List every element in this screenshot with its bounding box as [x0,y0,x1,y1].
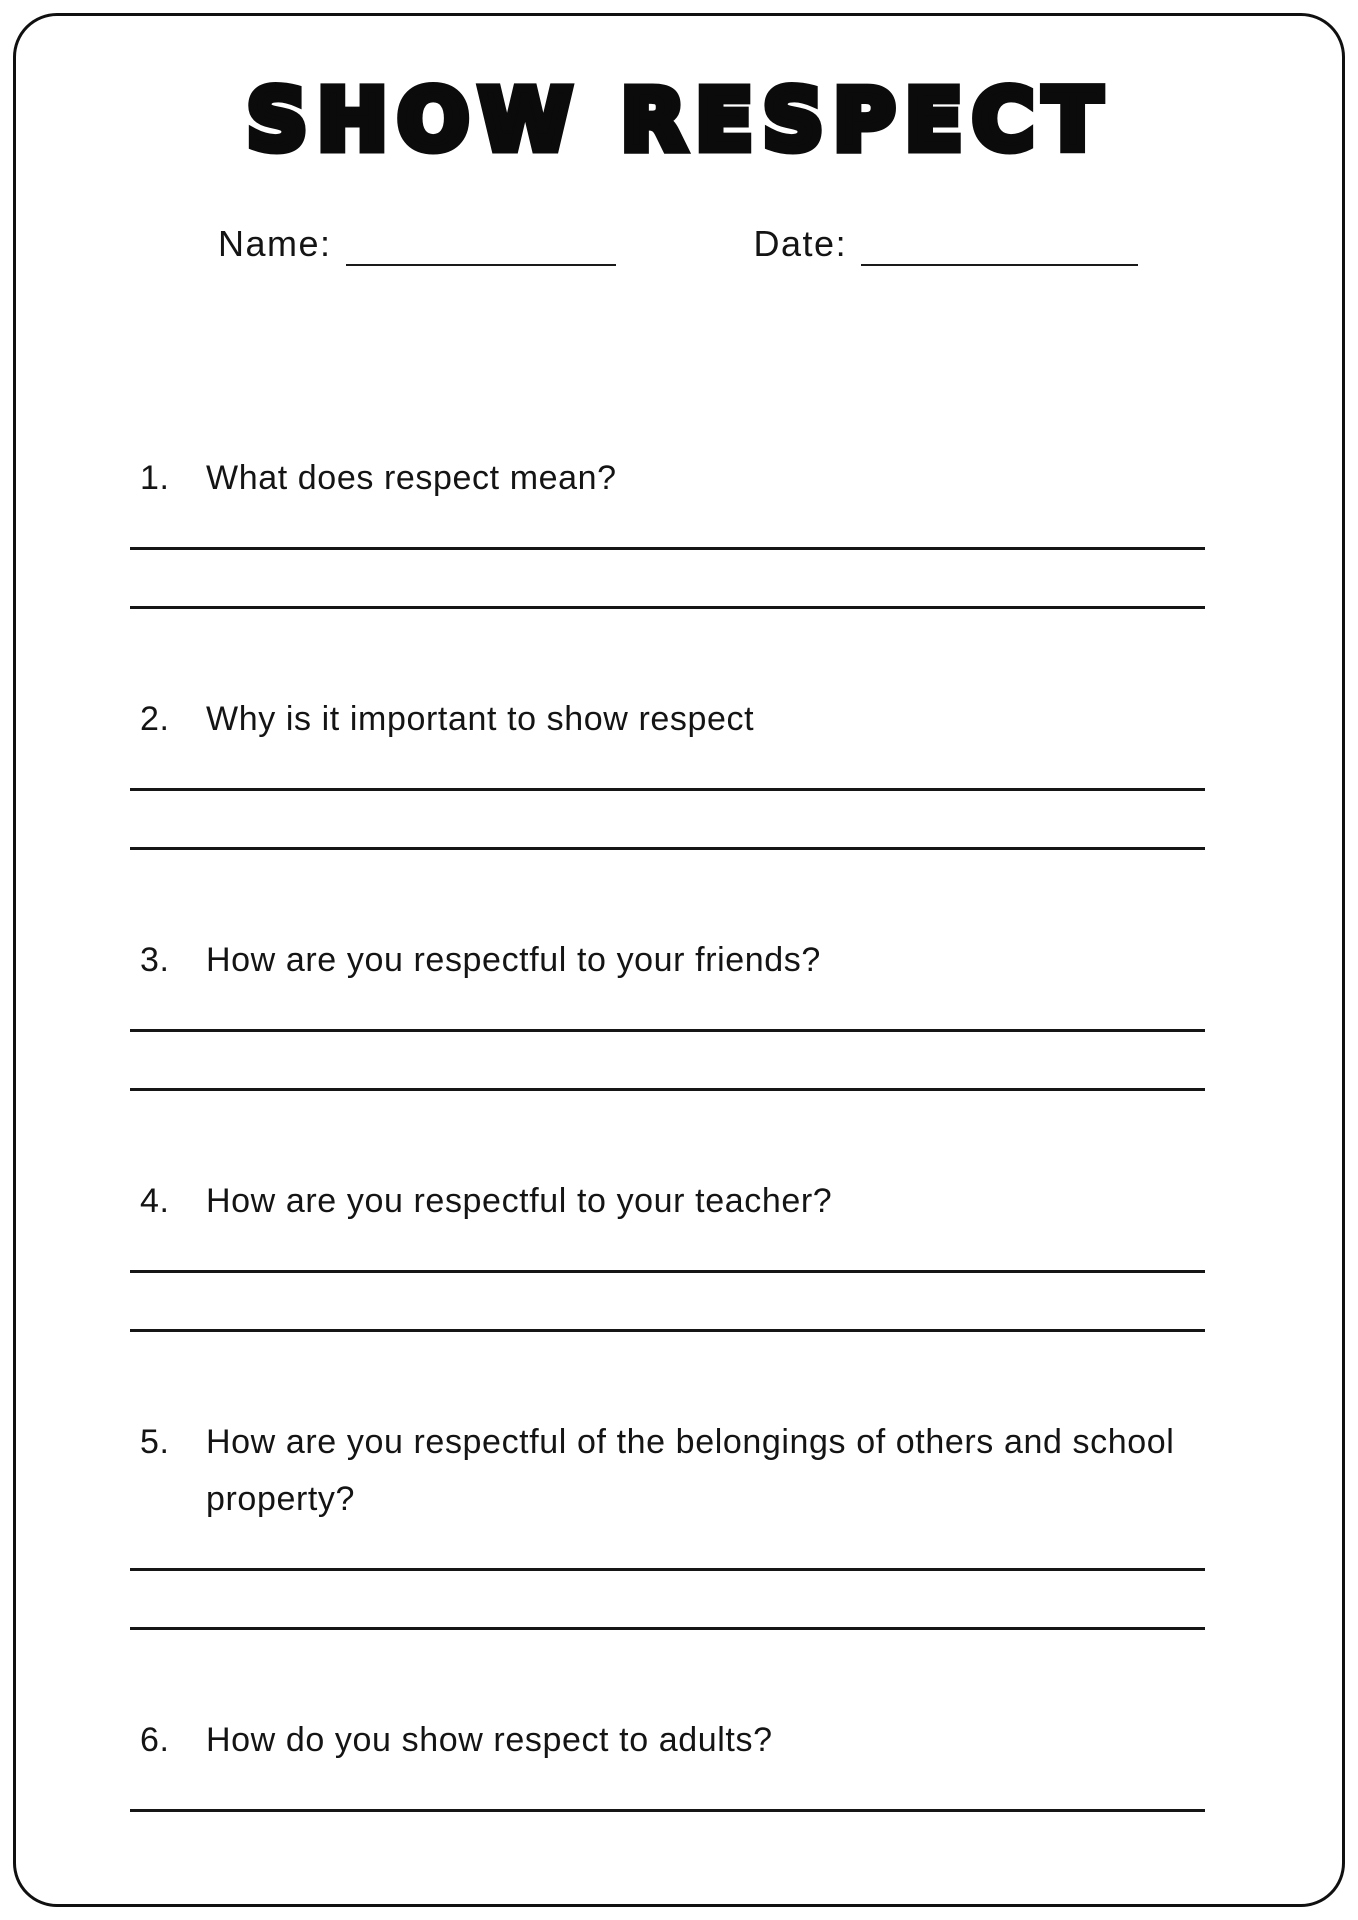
question-1 [130,450,1358,609]
date-blank-line [861,224,1138,266]
question-5-answer-line-2 [130,1627,1205,1630]
question-6-answer-line-1 [130,1809,1205,1812]
question-6-text: How do you show respect to adults? [206,1721,773,1759]
question-2 [130,691,1358,850]
question-1-answer-line-2 [130,606,1205,609]
name-date-row [218,222,1358,266]
question-1-row [140,450,1358,507]
question-5-answer-line-1 [130,1568,1205,1571]
question-5-row [140,1414,1358,1528]
worksheet-title: SHOW RESPECT [246,71,1112,169]
question-5-number: 5. [140,1423,170,1461]
question-6-row [140,1712,1358,1769]
question-2-row [140,691,1358,748]
name-label: Name: [218,223,332,264]
question-1-answer-line-1 [130,547,1205,550]
question-3-number: 3. [140,941,170,979]
question-6 [130,1712,1358,1812]
question-4 [130,1173,1358,1332]
question-4-text: How are you respectful to your teacher? [206,1182,833,1220]
question-2-answer-line-2 [130,847,1205,850]
question-4-number: 4. [140,1182,170,1220]
question-4-answer-line-2 [130,1329,1205,1332]
question-3 [130,932,1358,1091]
question-3-text: How are you respectful to your friends? [206,941,821,979]
question-2-text: Why is it important to show respect [206,700,755,738]
question-6-number: 6. [140,1721,170,1759]
question-2-number: 2. [140,700,170,738]
question-1-text: What does respect mean? [206,459,617,497]
question-1-number: 1. [140,459,170,497]
question-5 [130,1414,1358,1630]
question-4-answer-line-1 [130,1270,1205,1273]
question-4-row [140,1173,1358,1230]
name-blank-line [346,224,616,266]
question-3-answer-line-1 [130,1029,1205,1032]
question-2-answer-line-1 [130,788,1205,791]
question-3-row [140,932,1358,989]
question-3-answer-line-2 [130,1088,1205,1091]
date-label: Date: [753,223,848,264]
question-5-text: How are you respectful of the belongings of others and school property? [206,1423,1175,1518]
